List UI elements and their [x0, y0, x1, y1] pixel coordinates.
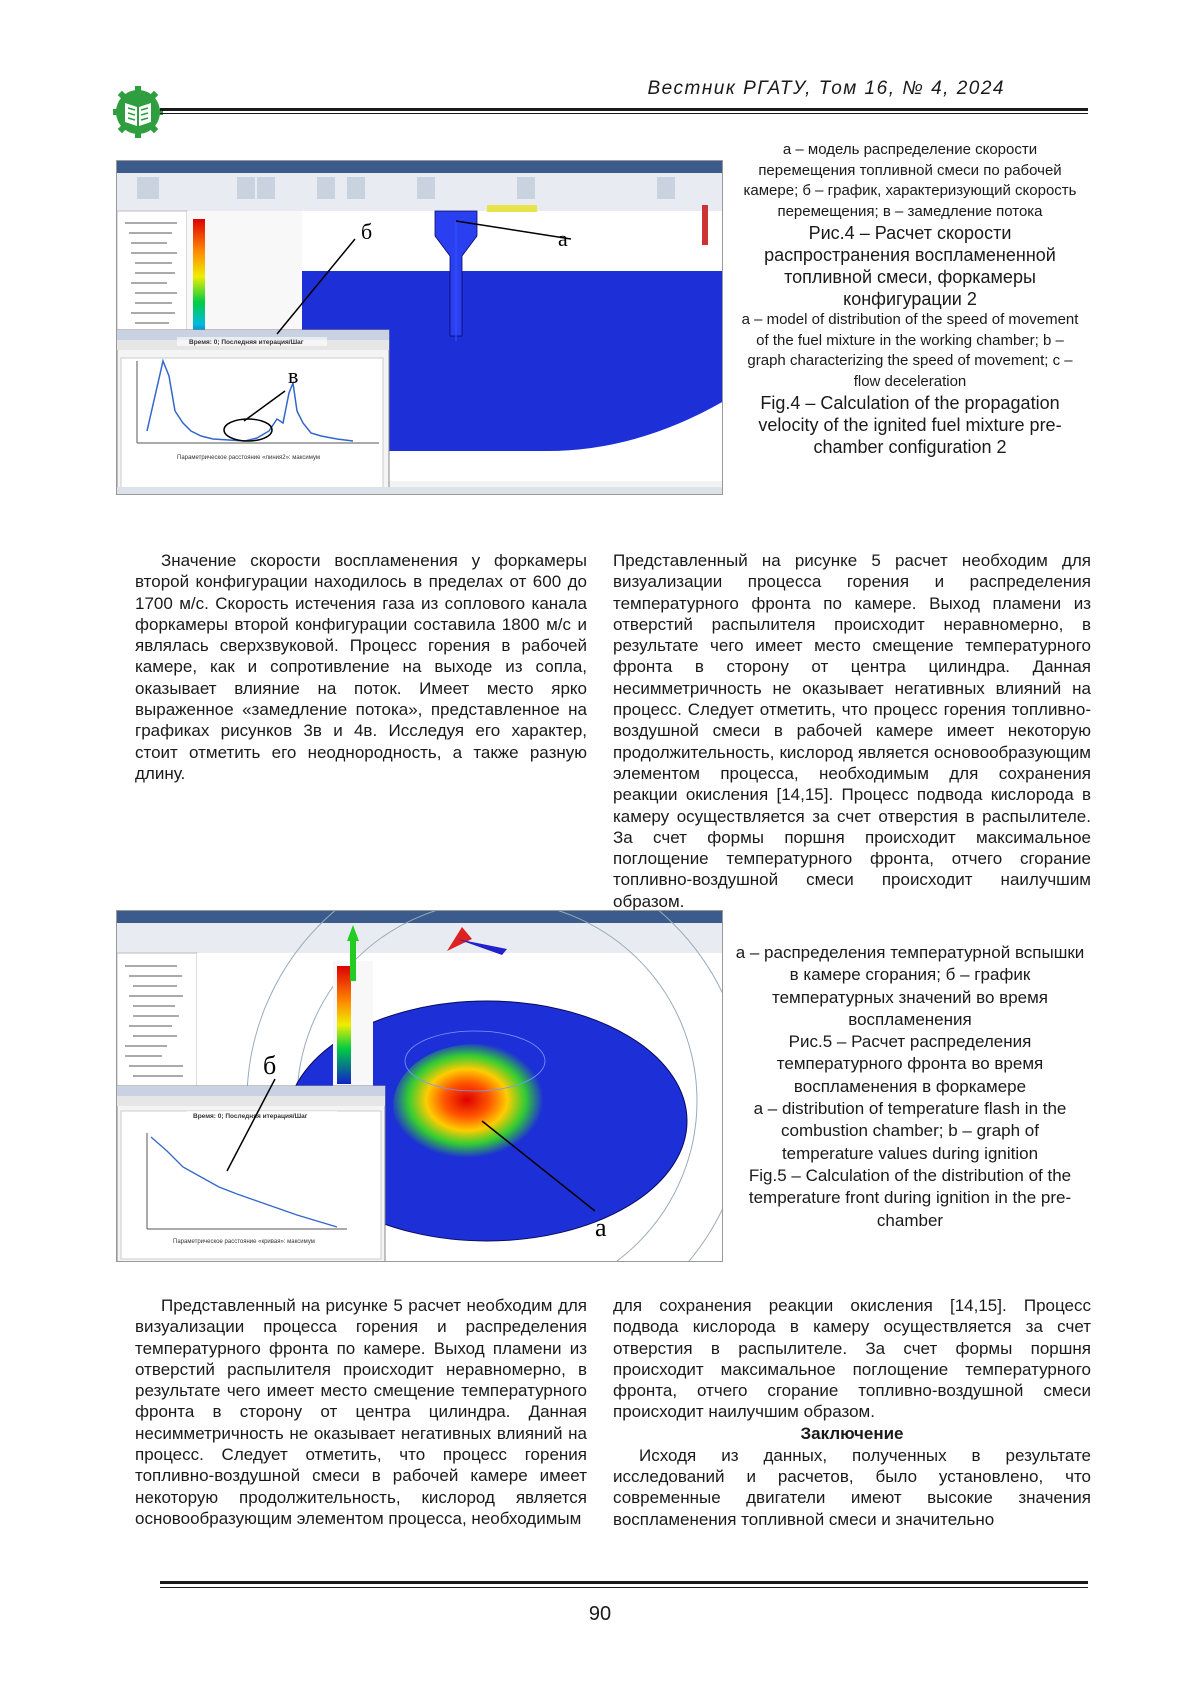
journal-logo-icon — [113, 86, 163, 138]
fig5-caption-en-title: Fig.5 – Calculation of the distribution of the temperature front during ignition in the pre-chamber — [748, 1165, 1072, 1230]
fig5-label-b: б — [263, 1051, 277, 1080]
fig4-caption-en-parts: a – model of distribution of the speed of movement of the fuel mixture in the working chamber; b – graph characterizing the speed of movement; c – flow deceleration — [741, 311, 1079, 390]
svg-text:Время: 0; Последняя итерация/Ш: Время: 0; Последняя итерация/Шаг — [193, 1113, 308, 1120]
figure-4-screenshot — [116, 160, 723, 495]
svg-text:Параметрическое расстояние «ли: Параметрическое расстояние «линия2»: максимум — [177, 455, 320, 461]
fig4-caption-ru-parts: а – модель распределение скорости перемещения топливной смеси по рабочей камере; б – график, характеризующий скорость перемещения; в – замедление потока — [743, 141, 1077, 220]
svg-text:Параметрическое расстояние «кр: Параметрическое расстояние «кривая»: максимум — [173, 1239, 315, 1245]
fig5-caption-ru-parts: а – распределения температурной вспышки в камере сгорания; б – график температурных значений во время воспламенения — [735, 943, 1085, 1029]
fig4-label-v: в — [288, 363, 299, 388]
fig4-caption-ru-title: Рис.4 – Расчет скорости распространения воспламененной топливной смеси, форкамеры конфигурации 2 — [764, 223, 1056, 309]
fig4-label-a: а — [558, 226, 568, 251]
paragraph-3b: для сохранения реакции окисления [14,15]. Процесс подвода кислорода в камеру осуществляется за счет отверстия в распылителе. За счет формы поршня происходит максимальное поглощение температурного фронта, отчего сгорание топливно-воздушной смеси происходит наилучшим образом. — [613, 1296, 1091, 1422]
header-rule — [160, 108, 1088, 111]
paragraph-2: Представленный на рисунке 5 расчет необходим для визуализации процесса горения и распределения температурного фронта по камере. Выход пламени из отверстий распылителя происходит неравномерно, в результате чего имеет место смещение температурного фронта в сторону от центра цилиндра. Данная несимметричность не оказывает негативных влияний на процесс. Следует отметить, что процесс горения топливно-воздушной смеси в рабочей камере имеет некоторую продолжительность, кислород является основообразующим элементом процесса, необходимым для сохранения реакции окисления [14,15]. Процесс подвода кислорода в камеру осуществляется за счет отверстия в распылителе. За счет формы поршня происходит максимальное поглощение температурного фронта, отчего сгорание топливно-воздушной смеси происходит наилучшим образом. — [613, 551, 1091, 911]
fig5-caption-ru-title: Рис.5 – Расчет распределения температурного фронта во время воспламенения в форкамере — [776, 1032, 1044, 1096]
fig5-caption-en-parts: a – distribution of temperature flash in the combustion chamber; b – graph of temperature values during ignition — [753, 1099, 1067, 1163]
conclusion-text: Исходя из данных, полученных в результате исследований и расчетов, было установлено, что современные двигатели имеют высокие значения воспламенения топливной смеси и значительно — [613, 1445, 1091, 1529]
footer-rule-thin — [160, 1587, 1088, 1588]
text-column-left-1 — [135, 550, 587, 784]
figure-5-screenshot — [116, 910, 723, 1262]
paragraph-3a: Представленный на рисунке 5 расчет необходим для визуализации процесса горения и распределения температурного фронта по камере. Выход пламени из отверстий распылителя происходит неравномерно, в результате чего имеет место смещение температурного фронта в сторону от центра цилиндра. Данная несимметричность не оказывает негативных влияний на процесс. Следует отметить, что процесс горения топливно-воздушной смеси в рабочей камере имеет некоторую продолжительность, кислород является основообразующим элементом процесса, необходимым — [135, 1296, 587, 1528]
text-column-right-1 — [613, 550, 1091, 912]
figure-5-caption — [735, 942, 1085, 1232]
fig5-label-a: а — [595, 1213, 607, 1242]
fig4-caption-en-title: Fig.4 – Calculation of the propagation velocity of the ignited fuel mixture pre-chamber configuration 2 — [758, 393, 1062, 457]
svg-text:Время: 0; Последняя итерация/Ш: Время: 0; Последняя итерация/Шаг — [189, 339, 304, 346]
page-number: 90 — [588, 1603, 612, 1625]
footer-rule — [160, 1581, 1088, 1584]
header-rule-thin — [160, 113, 1088, 114]
text-column-left-2 — [135, 1295, 587, 1529]
fig4-label-b: б — [361, 219, 373, 244]
conclusion-heading: Заключение — [800, 1423, 904, 1443]
paragraph-1: Значение скорости воспламенения у форкамеры второй конфигурации находилось в пределах от 600 до 1700 м/с. Скорость истечения газа из соплового канала форкамеры второй конфигурации составила 1800 м/с и являлась сверхзвуковой. Процесс горения в рабочей камере, как и сопротивление на выходе из сопла, оказывает влияние на поток. Имеет место ярко выраженное «замедление потока», представленное на графиках рисунков 3в и 4в. Исследуя его характер, стоит отметить его неоднородность, а также разную длину. — [135, 551, 587, 783]
text-column-right-2 — [613, 1295, 1091, 1530]
journal-header: Вестник РГАТУ, Том 16, № 4, 2024 — [647, 78, 1005, 99]
figure-4-caption — [735, 140, 1085, 458]
